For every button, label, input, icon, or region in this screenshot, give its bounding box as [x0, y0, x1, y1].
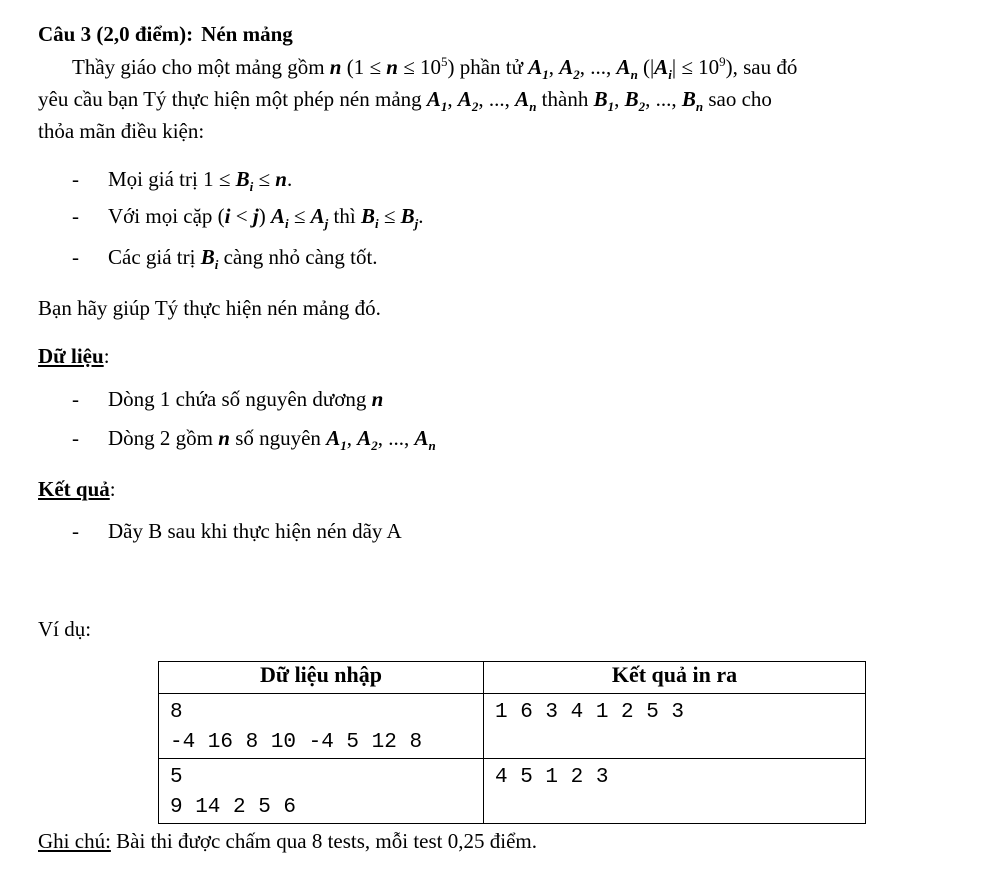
note-text: Bài thi được chấm qua 8 tests, mỗi test 0,25 điểm. — [110, 829, 537, 853]
intro-line-2: yêu cầu bạn Tý thực hiện một phép nén mảng $A_1$, $A_2$, ..., $A_n$ thành $B_1$, $B_2$, ..., $B_n$ sao cho — [38, 87, 772, 115]
intro-line-1: Thầy giáo cho một mảng gồm n $(1 \le n \le 10^5)$ phần tử $A_1$, $A_2$, ..., $A_n$ $(|A_i| \le 10^9)$, sau đó — [72, 54, 798, 83]
table-header-row — [159, 662, 866, 694]
table-row — [159, 759, 866, 824]
example-input-cell: 8 -4 16 8 10 -4 5 12 8 — [159, 694, 484, 759]
condition-item-1: - Mọi giá trị $1 \le B_i \le n$. — [72, 167, 293, 195]
example-table — [158, 661, 866, 824]
bullet-dash: - — [72, 426, 79, 450]
condition-item-2: - Với mọi cặp (i < j) $A_i \le A_j$ thì $B_i \le B_j$. — [72, 204, 424, 232]
example-label: Ví dụ: — [38, 617, 92, 641]
example-output-cell: 1 6 3 4 1 2 5 3 — [484, 694, 866, 759]
bullet-dash: - — [72, 387, 79, 411]
intro-line-3: thỏa mãn điều kiện: — [38, 119, 205, 143]
input-section-title: Dữ liệu: — [38, 344, 110, 368]
problem-title: Nén mảng — [201, 22, 293, 46]
footnote — [38, 829, 537, 854]
table-row — [159, 694, 866, 759]
note-label: Ghi chú: — [38, 829, 111, 853]
problem-heading — [38, 22, 293, 47]
condition-item-3: - Các giá trị $B_i$ càng nhỏ càng tốt. — [72, 245, 378, 273]
bullet-dash: - — [72, 167, 79, 191]
example-output-cell: 4 5 1 2 3 — [484, 759, 866, 824]
example-input-cell: 5 9 14 2 5 6 — [159, 759, 484, 824]
input-item-1: - Dòng 1 chứa số nguyên dương n — [72, 387, 384, 411]
bullet-dash: - — [72, 519, 79, 543]
header-input: Dữ liệu nhập — [159, 662, 484, 694]
bullet-dash: - — [72, 245, 79, 269]
header-output: Kết quả in ra — [484, 662, 866, 694]
input-item-2: - Dòng 2 gồm n số nguyên $A_1$, $A_2$, ..., $A_n$ — [72, 426, 436, 454]
bullet-dash: - — [72, 204, 79, 228]
problem-label: Câu 3 (2,0 điểm): — [38, 22, 194, 46]
output-item-1: - Dãy B sau khi thực hiện nén dãy A — [72, 519, 402, 543]
task-statement: Bạn hãy giúp Tý thực hiện nén mảng đó. — [38, 296, 381, 320]
output-section-title: Kết quả: — [38, 477, 116, 501]
